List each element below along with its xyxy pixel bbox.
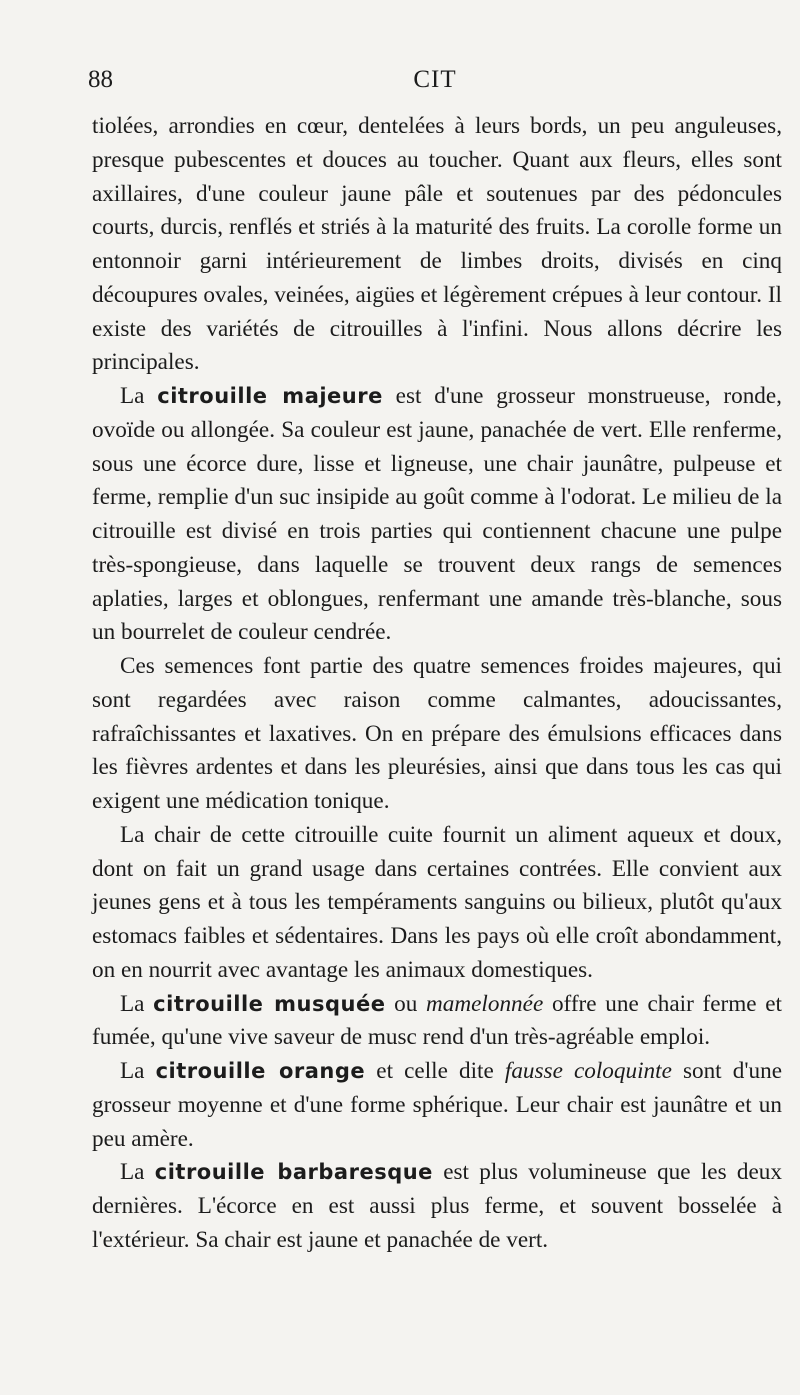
paragraph-citrouille-musquee: La citrouille musquée ou mamelonnée offre une chair ferme et fumée, qu'une vive saveur de musc rend d'un très-agréable emploi. (92, 990, 782, 1051)
paragraph-citrouille-orange: La citrouille orange et celle dite fausse coloquinte sont d'une grosseur moyenne et d'une forme sphérique. Leur chair est jaunâtre et un peu amère. (92, 1058, 782, 1152)
running-title: CIT (413, 66, 457, 93)
paragraph-citrouille-barbaresque: La citrouille barbaresque est plus volumineuse que les deux dernières. L'écorce en est aussi plus ferme, et souvent bosselée à l'extérieur. Sa chair est jaune et panachée de vert. (92, 1159, 782, 1253)
body-text (92, 110, 782, 1258)
term-fausse-coloquinte: fausse coloquinte (504, 1058, 672, 1084)
paragraph-citrouille-majeure: La citrouille majeure est d'une grosseur monstrueuse, ronde, ovoïde ou allongée. Sa couleur est jaune, panachée de vert. Elle renferme, sous une écorce dure, lisse et ligneuse, une chair jaunâtre, pulpeuse et ferme, remplie d'un suc insipide au goût comme à l'odorat. Le milieu de la citrouille est divisé en trois parties qui contiennent chacune une pulpe très-spongieuse, dans laquelle se trouvent deux rangs de semences aplaties, larges et oblongues, renfermant une amande très-blanche, sous un bourrelet de couleur cendrée. (92, 383, 782, 646)
paragraph-chair: La chair de cette citrouille cuite fournit un aliment aqueux et doux, dont on fait un grand usage dans certaines contrées. Elle convient aux jeunes gens et à tous les tempéraments sanguins ou bilieux, plutôt qu'aux estomacs faibles et sédentaires. Dans les pays où elle croît abondamment, on en nourrit avec avantage les animaux domestiques. (92, 821, 782, 983)
paragraph-semences: Ces semences font partie des quatre semences froides majeures, qui sont regardées avec raison comme calmantes, adoucissantes, rafraîchissantes et laxatives. On en prépare des émulsions efficaces dans les fièvres ardentes et dans les pleurésies, ainsi que dans tous les cas qui exigent une médication tonique. (92, 653, 782, 814)
term-mamelonnee: mamelonnée (426, 990, 544, 1017)
term-citrouille-musquee: citrouille musquée (153, 991, 386, 1016)
running-head (0, 66, 800, 106)
term-citrouille-orange: citrouille orange (155, 1059, 366, 1083)
page-number: 88 (88, 66, 113, 93)
paragraph-continuation: tiolées, arrondies en cœur, dentelées à leurs bords, un peu anguleuses, presque pubescentes et douces au toucher. Quant aux fleurs, elles sont axillaires, d'une couleur jaune pâle et soutenues par des pédoncules courts, durcis, renflés et striés à la maturité des fruits. La corolle forme un entonnoir garni intérieurement de limbes droits, divisés en cinq découpures ovales, veinées, aigües et légèrement crépues à leur contour. Il existe des variétés de citrouilles à l'infini. Nous allons décrire les principales. (92, 113, 782, 376)
term-citrouille-barbaresque: citrouille barbaresque (154, 1160, 433, 1185)
term-citrouille-majeure: citrouille majeure (157, 384, 383, 408)
